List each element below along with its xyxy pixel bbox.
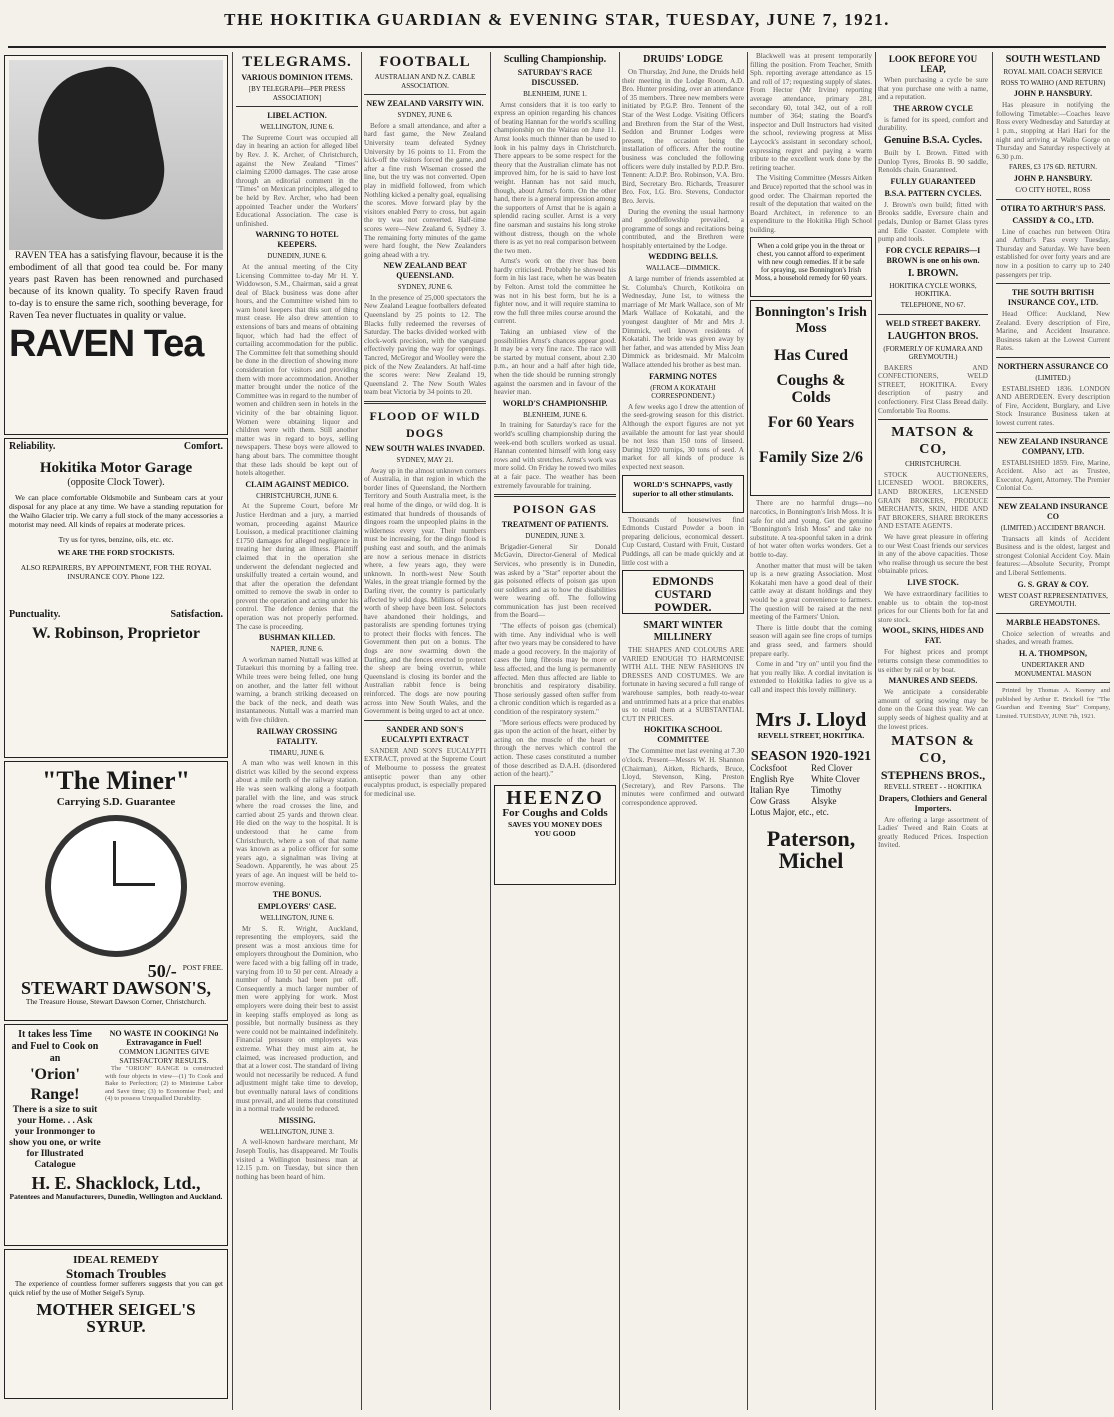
seed-item: Timothy: [811, 784, 842, 795]
column-divider: [361, 52, 362, 1410]
telegrams-heading: TELEGRAMS.: [242, 54, 352, 70]
poison-gas-dateline: DUNEDIN, JUNE 3.: [525, 532, 585, 541]
sculling-subheading: SATURDAY'S RACE DISCUSSED.: [517, 68, 593, 87]
seed-item: Cow Grass: [750, 795, 790, 806]
column-commerce: LOOK BEFORE YOU LEAP, When purchasing a cycle be sure that you purchase one with a name, and a reputation. THE ARROW CYCLE is famed for its speed, comfort and durability. Genuine B.S.A. Cycles. Built by I. Brown. Fitted with Dunlop Tyres, Brooks B. 90 saddle, Renolds chain. Guaranteed. FULLY GUARANTEED B.S.A. PATTERN CYCLES. J. Brown's own build; fitted with Brooks saddle, Eversure chain and pedals, Dunlop or Barnet Glass tyres and Edie Coaster. Complete with pump and tools. FOR CYCLE REPAIRS—I BROWN is one on his own. I. BROWN. HOKITIKA CYCLE WORKS, HOKITIKA. TELEPHONE, NO 67. WELD STREET BAKERY. LAUGHTON BROS. (FORMERLY OF KUMARA AND GREYMOUTH.) BAKERS AND CONFECTIONERS, WELD STREET, HOKITIKA. Every description of pastry and confectionery. First Class Bread daily. Comfortable Tea Rooms. MATSON & CO, CHRISTCHURCH. STOCK AUCTIONEERS, LICENSED WOOL BROKERS, LAND BROKERS, LICENSED GRAIN BROKERS, PRODUCE MERCHANTS, SKIN, HIDE AND FAT BROKERS, SHARE BROKERS AND ESTATE AGENTS. We have great pleasure in offering to our West Coast friends our services in any of the above capacities. Those who realise through us secure the best obtainable prices. LIVE STOCK. We have extraordinary facilities to enable us to obtain the top-most prices for our Clients both for fat and store stock. WOOL, SKINS, HIDES AND FAT. For highest prices and prompt returns consign these commodities to us either by rail or by boat. MANURES AND SEEDS. We anticipate a considerable amount of spring sowing may be done on the Coast this year. We can supply seeds of highest quality and at the lowest prices. MATSON & CO, STEPHENS BROS., REVELL STREET - - HOKITIKA Drapers, Clothiers and General Importers. Are offering a large assortment of Ladies' Tweed and Rain Coats at greatly Reduced Prices. Inspection Invited.: [878, 54, 988, 850]
bushman-killed-dateline: NAPIER, JUNE 6.: [270, 645, 324, 654]
orion-name: 'Orion' Range!: [30, 1066, 80, 1103]
seed-item: Lotus Major, etc., etc.: [750, 806, 829, 817]
druids-heading: DRUIDS' LODGE: [643, 54, 723, 65]
nsw-invaded-heading: NEW SOUTH WALES INVADED.: [365, 444, 485, 453]
cassidy-heading: CASSIDY & CO., LTD.: [1012, 215, 1094, 225]
hotel-keepers-heading: WARNING TO HOTEL KEEPERS.: [255, 230, 339, 250]
telegrams-press: [BY TELEGRAPH—PER PRESS ASSOCIATION]: [248, 85, 346, 102]
laughton-sub: (FORMERLY OF KUMARA AND GREYMOUTH.): [883, 344, 983, 362]
stephens-bros: STEPHENS BROS.,: [880, 768, 986, 783]
printer-imprint: Printed by Thomas A. Keeney and published by Arthur E. Brickell for "The Guardian and Evening Star" Company, Limited. TUESDAY, JUNE 7th, 1921.: [996, 687, 1110, 720]
garage-sub: (opposite Clock Tower).: [67, 476, 165, 488]
fully-guaranteed: FULLY GUARANTEED: [890, 176, 976, 186]
missing-dateline: WELLINGTON, JUNE 3.: [260, 1127, 334, 1136]
varsity-win-dateline: SYDNEY, JUNE 6.: [397, 111, 453, 120]
wedding-bells-heading: WEDDING BELLS.: [648, 252, 718, 262]
schnapps-text: WORLD'S SCHNAPPS, vastly superior to all other stimulants.: [632, 479, 734, 498]
seed-item: English Rye: [750, 773, 794, 784]
smart-millinery-heading: SMART WINTER MILLINERY: [643, 620, 723, 644]
column-football: FOOTBALL AUSTRALIAN AND N.Z. CABLE ASSOCIATION. NEW ZEALAND VARSITY WIN. SYDNEY, JUNE 6. Before a small attendance, and after a hard fast game, the New Zealand University team defeated Sydney University by 16 points to 11. From the kick-off the visitors forced the game, and after a fine rush Wiseman crossed the line, but the try was not converted. Open play in midfield followed, from which Nothling kicked a penalty goal, equalising the scores. Move forward play by the visitors enabled Perry to cross, but again the try was not converted. Half-time scores were—New Zealand 6, Sydney 3. The remaining forty minutes of the game were hard fought, the New Zealanders going ahead with a try. NEW ZEALAND BEAT QUEENSLAND. SYDNEY, JUNE 6. In the presence of 25,000 spectators the New Zealand League footballers defeated Queensland by 25 points to 12. The Blacks fully redeemed the reverses of Saturday. The backs divided worked with clock-work precision, with the vanguard effectively paving the way for openings. Tancred, McGregor and Woolley were the pick of the New Zealanders. At half-time the scores were: New Zealand 19, Queensland 2. The New South Wales team beat Victoria by 34 points to 20. FLOOD OF WILD DOGS NEW SOUTH WALES INVADED. SYDNEY, MAY 21. Away up in the almost unknown corners of Australia, in that region in which the border lines of Queensland, the Northern Territory and South Australia meet, is the real home of the dingo, or wild dog. It is estimated that hundreds of thousands of dingoes roam the unpeopled plains in the wilderness every year. Their numbers must be increasing, for the dingo flood is pushing east and south, and the animals are now a serious menace in districts where, a few years ago, they were unknown. In north-west New South Wales, in the great triangle formed by the Darling river, the country is particularly affected by wild dogs. Millions of pounds worth of sheep have been lost. Selectors have abandoned their holdings, and pastoralists are spending fortunes trying to protect their flocks with fences. The Government then put on a bonus. The dogs are now swarming down the Darling, and the fences erected to protect the sheep are being overrun, while Queensland is closing its border and the Australian rabbit fence is being reinforced. The dogs are now pouring across into New South Wales, and the Government is being urged to act at once. SANDER AND SON'S EUCALYPTI EXTRACT SANDER AND SON'S EUCALYPTI EXTRACT, proved at the Supreme Court of Melbourne to possess the greatest antiseptic power than any other eucalyptus product, is especially prepared for medicinal use.: [364, 54, 486, 798]
stephens-address: REVELL STREET - - HOKITIKA: [884, 783, 982, 792]
live-stock-heading: LIVE STOCK.: [907, 577, 959, 587]
seed-item: White Clover: [811, 773, 860, 784]
otira-heading: OTIRA TO ARTHUR'S PASS.: [1000, 203, 1106, 213]
farming-notes-subheading: (FROM A KOKATAHI CORRESPONDENT.): [650, 383, 716, 401]
column-druids: DRUIDS' LODGE On Thursday, 2nd June, the Druids held their meeting in the Lodge Room, A.D. Bro. Hunter presiding, over an attendance of 35 members. Three new members were initiated by P.G.P. Bro. Tennent of the Star of the West Lodge. Visiting Officers and Brethren from the Star of the West, Seddon and Brunner Lodges were present, the occasion being the installation of officers. After the routine business was concluded the following officers were duly installed by P.D.P. Bro. Tennent: A.D.P. Bro. Robinson, V.A. Bro. Bird, Secretary Bro. Richards, Treasurer Bro. Fox, I.G. Bro. Stevens, Conductor Bro. Jervis. During the evening the usual harmony and goodfellowship prevailed, a programme of songs and recitations being contributed, and the Brethren were hospitably entertained by the Lodge. WEDDING BELLS. WALLACE—DIMMICK. A large number of friends assembled at St. Columba's Church, Kotikoira on Wednesday, June 1st, to witness the marriage of Mr Mark Wallace, son of Mr Mark Wallace of Kokatahi, and the youngest daughter of Mr and Mrs J. Dimmick, well known residents of Kokatahi. The bride was given away by her father, and was attended by Miss Jean Dimmick as bridesmaid. Mr Malcolm Wallace attended his brother as best man. FARMING NOTES (FROM A KOKATAHI CORRESPONDENT.) A few weeks ago I drew the attention of the seed-growing season for this district. Although the export figures are not yet available the amount for last year should be not less than 150 tons of linseed. During 1920 turnips, 30 tons of seed. A market for all kinds of produce is expected next season. WORLD'S SCHNAPPS, vastly superior to all other stimulants. Thousands of housewives find Edmonds Custard Powder a boon in preparing delicious, economical dessert. Cup Custard, Custard with Fruit, Custard Puddings, all can be made quickly and at little cost with a EDMONDS CUSTARD POWDER. SMART WINTER MILLINERY THE SHAPES AND COLOURS ARE VARIED ENOUGH TO HARMONISE WITH ALL THE NEW FASHIONS IN DRESSES AND COSTUMES. We are fortunate in having secured a full range of warehouse samples, both ready-to-wear and untrimmed hats at a price that enables us to retail them at a SUBSTANTIAL CUT IN PRICES. HOKITIKA SCHOOL COMMITTEE The Committee met last evening at 7.30 o'clock. Present—Messrs W. H. Shannon (Chairman), Aitken, Richards, Bruce, Lloyd, Stevenson, King, Preston (Secretary), and Rev Parsons. The minutes were confirmed and outward correspondence approved.: [622, 54, 744, 807]
thompson-heading: H. A. THOMPSON,: [1018, 648, 1088, 658]
ross-waiho-sub: ROSS TO WAIHO (AND RETURN): [1000, 78, 1106, 87]
column-sculling: Sculling Championship. SATURDAY'S RACE DISCUSSED. BLENHEIM, JUNE 1. Arnst considers that it is too early to express an opinion regarding his chances of beating Hannan for the world's sculling championship on the Wairau on June 11. Arnst looks much thinner than he used to look in his palmy days in Christchurch. There appears to be some respect for the theory that the Australian climate has not improved him, for he is said to have lost weight. Hannan has not said much, though, about Arnst's form. On the other hand, there is a general impression among the supporters of Arnst that he is again a splendid racing sculler. Arnst is a very fine oarsman and sustains his long stroke without distress, though on the whole there is as yet no real comparison between the two men. Arnst's work on the river has been hardly criticised. Probably he showed his form in his last race, when he was beaten by Felton. Arnst told the committee he was not in his best form, but he is a fighter now, and it will require stamina to row the full three miles course around the current. Taking an unbiased view of the possibilities Arnst's chances appear good. It may be a very fine race. The race will be started by mutual consent, about 2.30 p.m., an hour and a half after high tide, when the tide should be running strongly against the oarsmen and in favour of the heavier man. WORLD'S CHAMPIONSHIP. BLENHEIM, JUNE 6. In training for Saturday's race for the world's sculling championship during the week-end both scullers worked as usual. Hannan contented himself with long easy rows and with stretches. Arnst's work was more solid. On Friday he rowed two miles at a fair pace. The weather has been extremely favourable for training. POISON GAS TREATMENT OF PATIENTS. DUNEDIN, JUNE 3. Brigadier-General Sir Donald McGavin, Director-General of Medical Services, who presently is in Dunedin, was asked by a "Star" reporter about the gas poisoned effects of poison gas upon our soldiers and as to how the disabilities were wearing off. The following communication has just been received from the Board— "The effects of poison gas (chemical) with time. Any individual who is well after two years may be considered to have made a good recovery. In the majority of cases the lung fibrosis may be more or less affected, and the lung is permanently affected. Men thus affected are liable to bronchitis and respiratory disability. Those seriously gassed often suffer from a chronic condition which is regarded as a condition of the respiratory system." "More serious effects were produced by gas upon the action of the heart, either by acting on the muscle of the heart or through the nerves which control the action. These cases constituted a number of those described as D.A.H. (disordered action of the heart)." HEENZO For Coughs and Colds SAVES YOU MONEY DOES YOU GOOD: [494, 52, 616, 1412]
column-divider: [875, 52, 876, 1410]
garage-reliability: Reliability.: [9, 441, 56, 452]
fares: FARES, £3 17S 6D. RETURN.: [1009, 163, 1097, 172]
garage-satisfaction: Satisfaction.: [170, 608, 223, 620]
beat-queensland-heading: NEW ZEALAND BEAT QUEENSLAND.: [383, 261, 467, 281]
garage-repairers: ALSO REPAIRERS, BY APPOINTMENT, FOR THE ROYAL INSURANCE COY. Phone 122.: [20, 562, 212, 581]
heenzo-ad: [494, 785, 616, 885]
bonnington-line-3: For 60 Years: [767, 414, 855, 432]
lloyd-name: Mrs J. Lloyd: [755, 708, 867, 731]
lloyd-address: REVELL STREET, HOKITIKA.: [757, 730, 865, 740]
garage-ford: WE ARE THE FORD STOCKISTS.: [57, 547, 175, 557]
football-heading: FOOTBALL: [379, 54, 471, 70]
miner-address: The Treasure House, Stewart Dawson Corner, Christchurch.: [25, 997, 207, 1006]
bonnington-ad: [750, 300, 872, 496]
column-telegrams: TELEGRAMS. VARIOUS DOMINION ITEMS. [BY TELEGRAPH—PER PRESS ASSOCIATION] LIBEL ACTION. WELLINGTON, JUNE 6. The Supreme Court was occupied all day in hearing an action for alleged libel by Rev. J. K. Archer, of Christchurch, against the New Zealand "Times" claiming £2000 damages. The case arose through an editorial comment in the "Times" on Mexican principles, alleged to be held by Rev. Archer, who had been appointed Teacher under the Workers' Educational Association. The case is unfinished. WARNING TO HOTEL KEEPERS. DUNEDIN, JUNE 6. At the annual meeting of the City Licensing Committee to-day Mr H. Y. Widdowson, S.M., Chairman, said a great deal of Black business was done after hours, and the Committee wished him to warn hotel keepers that this sort of thing must cease. He also drew attention to extensions of bars and means of obtaining liquor, which had had the effect of curtailing accommodation for the public. The Committee felt that something should be done in the direction of showing more consideration for visitors and providing them with more accommodation. Another matter brought under the notice of the Committee was in regard to the number of women and children seen in hotels in the vicinity of the bar obtaining liquor. Women were obtaining liquor and children were with them. Still another matter was in regard to boys, selling newspapers. These boys were allowed to hang about bars. The committee thought that these lads should be kept out of hotels altogether. CLAIM AGAINST MEDICO. CHRISTCHURCH, JUNE 6. At the Supreme Court, before Mr Justice Herdman and a jury, a married woman, proceeding against Maurice Louisson, a medical practitioner claiming £1750 damages for alleged negligence in treating her during an illness. Plaintiff claimed that in the operation she underwent the defendant neglected and unskilfully treated a certain wound, and that after the operation the defendant omitted to remove the swab in order to prevent the operation and acting under his control. The defence denies that the operation was not properly performed. The case is proceeding. BUSHMAN KILLED. NAPIER, JUNE 6. A workman named Nuttall was killed at Tutaekuri this morning by a falling tree. While trees were being felled, one hung on another, and the latter fell without warning, a branch striking deceased on the back of the neck, and death was instantaneous. Nuttall was a married man with five children. RAILWAY CROSSING FATALITY. TIMARU, JUNE 6. A man who was well known in this district was killed by the second express about a mile north of the railway station. He was seen walking along a footpath parallel with the line, and was struck where the road crosses the line, and carried about 25 yards and thrown clear. He died on the way to the hospital. It is understood that he came from Christchurch, where a son of that name was known as a police officer for some years ago, a signalman was living at Seadown. Apparently, he was about 25 years of age. An inquest will be held to-morrow evening. THE BONUS. EMPLOYERS' CASE. WELLINGTON, JUNE 6. Mr S. R. Wright, Auckland, representing the employers, said the present was a most anxious time for employers throughout the Dominion, who were faced with a big falling off in trade, varying from 10 to 50 per cent. Already a number of hands had been put off. Consequently a much larger number of men were applying for work. Most employers were doing their best to assist in keeping staffs employed as long as possible, but normally business as they were could not be maintained indefinitely. Financial pressure on employers was extreme. What they must aim at, he claimed, was increased production, and that at a lower cost. The standard of living would not necessarily be reduced. A fund adjustment might take time to develop, but eventually natural laws of conditions must prevail, and all items that constituted in a normal trade would be reduced. MISSING. WELLINGTON, JUNE 3. A well-known hardware merchant, Mr Joseph Toulis, has disappeared. Mr Toulis visited a Wellington business man at 12.15 p.m. on Tuesday, but since then nothing has been heard of him.: [236, 54, 358, 1181]
seigel-title: Stomach Troubles: [65, 1266, 167, 1281]
edmonds-brand: EDMONDS CUSTARD POWDER.: [652, 574, 714, 615]
arrow-cycle-heading: THE ARROW CYCLE: [893, 103, 973, 113]
matson-sub: CHRISTCHURCH.: [905, 460, 961, 469]
matson-heading-2: MATSON & CO,: [891, 734, 975, 767]
south-westland-heading: SOUTH WESTLAND: [1005, 54, 1101, 65]
seigel-brand: MOTHER SEIGEL'S SYRUP.: [36, 1300, 196, 1336]
pocket-watch-illustration: [45, 815, 187, 957]
miner-post: POST FREE.: [182, 963, 223, 972]
bsa-built: Built by I. Brown.: [884, 148, 948, 157]
column-divider: [490, 52, 491, 1410]
edmonds-ad: [622, 570, 744, 614]
column-divider: [992, 52, 993, 1410]
varsity-win-heading: NEW ZEALAND VARSITY WIN.: [366, 99, 484, 109]
column-divider: [232, 52, 233, 1410]
bushman-killed-heading: BUSHMAN KILLED.: [258, 633, 335, 643]
masthead: [0, 0, 1114, 50]
school-committee-heading: HOKITIKA SCHOOL COMMITTEE: [643, 725, 723, 745]
south-british-heading: THE SOUTH BRITISH INSURANCE COY., LTD.: [1007, 288, 1099, 308]
hansbury-name-2: JOHN P. HANSBURY.: [1013, 173, 1093, 183]
newspaper-title: THE HOKITIKA GUARDIAN & EVENING STAR, TUESDAY, JUNE 7, 1921.: [224, 10, 890, 29]
miner-firm: STEWART DAWSON'S,: [20, 978, 212, 998]
garage-body: We can place comfortable Oldsmobile and Sunbeam cars at your disposal for any place at any time. We have a standing reputation for the Waiho Glacier trip. We carry a full stock of the many accessories a motorist may need. All kinds of repairs at moderate prices.: [9, 492, 223, 529]
sculling-dateline: BLENHEIM, JUNE 1.: [523, 90, 587, 98]
garage-owner: W. Robinson, Proprietor: [31, 625, 200, 643]
claim-medico-dateline: CHRISTCHURCH, JUNE 6.: [256, 491, 338, 500]
bsa-heading: Genuine B.S.A. Cycles.: [883, 134, 983, 146]
seigel-syrup-ad: [4, 1249, 228, 1399]
northern-assurance-heading: NORTHERN ASSURANCE CO: [997, 362, 1109, 372]
heenzo-brand: HEENZO: [506, 786, 604, 809]
season-heading: SEASON 1920-1921: [750, 748, 872, 764]
orion-right-heading: NO WASTE IN COOKING! No Extravagance in Fuel!: [109, 1029, 219, 1047]
missing-heading: MISSING.: [278, 1115, 316, 1125]
wedding-bells-subheading: WALLACE—DIMMICK.: [645, 264, 721, 273]
seed-list: [750, 763, 872, 818]
marble-headstones-heading: MARBLE HEADSTONES.: [1006, 617, 1100, 627]
miner-price: 50/-: [147, 961, 177, 981]
railway-fatality-dateline: TIMARU, JUNE 6.: [269, 748, 325, 757]
bonnington-line-4: Family Size 2/6: [759, 449, 863, 467]
raven-logo: RAVEN Tea: [9, 323, 204, 365]
shacklock-sub: Patentees and Manufacturers, Dunedin, Wellington and Auckland.: [9, 1192, 223, 1201]
gray-sub: WEST COAST REPRESENTATIVES, GREYMOUTH.: [998, 591, 1108, 609]
column-ads-left: [4, 52, 228, 1412]
miner-subtitle: Carrying S.D. Guarantee: [56, 796, 176, 808]
nz-insurance-heading: NEW ZEALAND INSURANCE COMPANY, LTD.: [998, 436, 1108, 456]
heenzo-line-1: For Coughs and Colds: [502, 806, 608, 819]
brown-telephone: TELEPHONE, NO 67.: [900, 300, 966, 309]
seed-item: Alsyke: [811, 795, 837, 806]
garage-title: Hokitika Motor Garage: [39, 459, 193, 476]
column-divider: [619, 52, 620, 1410]
seigel-body: The experience of countless former sufferers suggests that you can get quick relief by the use of Mother Seigel's Syrup.: [9, 1280, 223, 1297]
miner-title: "The Miner": [41, 766, 190, 795]
nz-insurance-accident-sub: (LIMITED.) ACCIDENT BRANCH.: [1000, 524, 1106, 532]
libel-action-heading: LIBEL ACTION.: [267, 111, 327, 121]
beat-queensland-dateline: SYDNEY, JUNE 6.: [397, 283, 453, 292]
world-championship-heading: WORLD'S CHAMPIONSHIP.: [502, 398, 608, 408]
bsa-pattern: B.S.A. PATTERN CYCLES.: [884, 188, 982, 198]
brown-works: HOKITIKA CYCLE WORKS, HOKITIKA.: [889, 281, 977, 299]
hansbury-address: C/O CITY HOTEL, ROSS: [1015, 185, 1091, 194]
sander-extract-heading: SANDER AND SON'S EUCALYPTI EXTRACT: [381, 724, 469, 744]
orion-left-text-2: There is a size to suit your Home. . . Ask your Ironmonger to show you one, or write for Illustrated Catalogue: [9, 1105, 101, 1170]
miner-watch-ad: [4, 761, 228, 1021]
manures-heading: MANURES AND SEEDS.: [888, 676, 978, 686]
hansbury-name: JOHN P. HANSBURY.: [1013, 89, 1093, 99]
northern-assurance-sub: (LIMITED.): [1035, 374, 1071, 383]
telegrams-subheading: VARIOUS DOMINION ITEMS.: [241, 73, 353, 82]
bonus-heading: THE BONUS.: [272, 890, 322, 900]
claim-medico-heading: CLAIM AGAINST MEDICO.: [245, 479, 349, 489]
seigel-heading: IDEAL REMEDY: [73, 1254, 159, 1266]
employers-case-heading: EMPLOYERS' CASE.: [257, 902, 337, 912]
brown-name: I. BROWN.: [907, 267, 959, 279]
royal-mail-sub: ROYAL MAIL COACH SERVICE: [1003, 68, 1103, 76]
spraying-text: for spraying: [760, 266, 795, 275]
column-insurance: SOUTH WESTLAND ROYAL MAIL COACH SERVICE ROSS TO WAIHO (AND RETURN) JOHN P. HANSBURY. Has pleasure in notifying the following Timetable:—Coaches leave Ross every Wednesday and Saturday at 1 p.m., stopping at Hari Hari for the night and arriving at Waiho Gorge on Thursday and Saturday respectively at 6.30 p.m. FARES, £3 17S 6D. RETURN. JOHN P. HANSBURY. C/O CITY HOTEL, ROSS OTIRA TO ARTHUR'S PASS. CASSIDY & CO., LTD. Line of coaches run between Otira and Arthur's Pass every Tuesday, Thursday and Saturday. We have been established for over forty years and are now in a position to carry up to 240 passengers per trip. THE SOUTH BRITISH INSURANCE COY., LTD. Head Office: Auckland, New Zealand. Every description of Fire, Marine, and Accident Insurance. Business taken at the Lowest Current Rates. NORTHERN ASSURANCE CO (LIMITED.) ESTABLISHED 1836. LONDON AND ABERDEEN. Every description of Fire, Accident, Burglary, and Live Stock Insurance Business taken at lowest current rates. NEW ZEALAND INSURANCE COMPANY, LTD. ESTABLISHED 1859. Fire, Marine, Accident. Also act as Trustee, Executor, Agent, Attorney. The Premier Colonial Co. NEW ZEALAND INSURANCE CO (LIMITED.) ACCIDENT BRANCH. Transacts all kinds of Accident Business and is the oldest, largest and strongest Colonial Accident Coy. Main features:—Absolute Security, Prompt and Liberal Settlements. G. S. GRAY & COY. WEST COAST REPRESENTATIVES, GREYMOUTH. MARBLE HEADSTONES. Choice selection of wreaths and shades, and wreath frames. H. A. THOMPSON, UNDERTAKER AND MONUMENTAL MASON Printed by Thomas A. Keeney and published by Arthur E. Brickell for "The Guardian and Evening Star" Company, Limited. TUESDAY, JUNE 7th, 1921.: [996, 54, 1110, 720]
look-before-leap-heading: LOOK BEFORE YOU LEAP,: [888, 54, 978, 74]
thompson-sub: UNDERTAKER AND MONUMENTAL MASON: [1014, 660, 1092, 678]
raven-text: RAVEN TEA has a satisfying flavour, because it is the embodiment of all that good tea could be. For many years past Raven has been renowned and purchased because of its known quality. To specify Raven fraud to-day is to ensure the same rich, soothing beverage, for Raven Tea never fluctuates in quality or value.: [9, 251, 223, 321]
bonnington-brand: Bonnington's Irish Moss: [755, 305, 867, 337]
spraying-notice: When a cold gripe you in the throat or chest, you cannot afford to experiment with new cough remedies. If it be safe for spraying, use Bonnington's Irish Moss, a household remedy for 60 years.: [750, 237, 872, 297]
football-subheading: AUSTRALIAN AND N.Z. CABLE ASSOCIATION.: [374, 73, 476, 90]
bonnington-line-1: Has Cured: [774, 347, 848, 365]
seed-item: Italian Rye: [750, 784, 790, 795]
weld-bakery: WELD STREET BAKERY.: [885, 318, 981, 328]
laughton-bros: LAUGHTON BROS.: [887, 330, 979, 342]
schnapps-ad: [622, 475, 744, 513]
orion-left-text-1: It takes less Time and Fuel to Cook on an: [11, 1029, 99, 1064]
garage-comfort: Comfort.: [183, 441, 223, 452]
orion-range-ad: It takes less Time and Fuel to Cook on an 'Orion' Range! There is a size to suit your Home. . . Ask your Ironmonger to show you one, or write for Illustrated Catalogue NO WASTE IN COOKING! No Extravagance in Fuel! COMMON LIGNITES GIVE SATISFACTORY RESULTS. The "ORION" RANGE is constructed with four objects in view—(1) To Cook and Bake to Perfection; (2) to Minimise Labor and Save time; (3) to Economise Fuel; and (4) to possess Unequalled Durability. H. E. Shacklock, Ltd., Patentees and Manufacturers, Dunedin, Wellington and Auckland.: [4, 1024, 228, 1246]
garage-ad: [4, 438, 228, 758]
matson-heading: MATSON & CO,: [891, 425, 975, 458]
bonus-dateline: WELLINGTON, JUNE 6.: [260, 914, 334, 923]
poison-gas-heading: POISON GAS: [513, 502, 597, 517]
nz-insurance-accident-heading: NEW ZEALAND INSURANCE CO: [998, 502, 1108, 521]
column-divider: [747, 52, 748, 1410]
column-misc: Blackwell was at present temporarily filling the position. From Teacher, Smith Sph. reporting average attendance as 15 and roll of 17; requesting supply of slates. From Hector (Mr Irvine) reporting average attendance, primary 281, secondary 60, total 342, out of a roll number of 364; stating the Board's inspector and Dull Instructors had visited the school, reviewing progress at Miss Laycock's assistant in secondary school, expressing regret and paying a warm tribute to the excellent work done by the retiring teacher. The Visiting Committee (Messrs Aitken and Bruce) reported that the school was in good order. The Chairman reported the result of the deputation that waited on the Board Architect, in reference to an expenditure to the Hokitika High School building. When a cold gripe you in the throat or chest, you cannot afford to experiment with new cough remedies. If it be safe for spraying, use Bonnington's Irish Moss, a household remedy for 60 years. Bonnington's Irish Moss Has Cured Coughs & Colds For 60 Years Family Size 2/6 There are no harmful drugs—no narcotics, in Bonnington's Irish Moss. It is safe for old and young. Get the genuine "Bonnington's Irish Moss" and take no substitute. A tea-spoonful taken in a drink of hot water often works wonders. Get a bottle to-day. Another matter that must will be taken up is a new grazing Association. Most Kokatahi men have a good deal of their cattle away at distant holdings and they would be a great convenience to farmers. The question will be raised at the next meeting of the Farmers' Union. There is little doubt that the coming season will again see fine crops of turnips and grass seed, and farmers should prepare early. Come in and "try on" until you find the hat you really like. A cordial invitation is extended to Hokitika ladies to give us a call and inspect this lovely millinery. Mrs J. Lloyd REVELL STREET, HOKITIKA. SEASON 1920-1921 Cocksfoot Red Clover English Rye White Clover Italian Rye Timothy Cow Grass Alsyke Lotus Major, etc., etc. Paterson, Michel: [750, 52, 872, 873]
sculling-heading: Sculling Championship.: [503, 54, 607, 65]
drapers-heading: Drapers, Clothiers and General Importers.: [879, 793, 987, 813]
wild-dogs-dateline: SYDNEY, MAY 21.: [396, 456, 454, 464]
raven-tea-ad: [4, 55, 228, 435]
paterson-michel: Paterson, Michel: [766, 825, 856, 873]
wild-dogs-heading: FLOOD OF WILD DOGS: [369, 409, 481, 440]
heenzo-line-2: SAVES YOU MONEY DOES YOU GOOD: [507, 819, 603, 838]
wool-heading: WOOL, SKINS, HIDES AND FAT.: [882, 626, 984, 646]
treatment-patients-heading: TREATMENT OF PATIENTS.: [501, 520, 609, 530]
cycle-repairs: FOR CYCLE REPAIRS—I BROWN is one on his own.: [885, 245, 981, 265]
world-championship-dateline: BLENHEIM, JUNE 6.: [523, 410, 587, 419]
bonnington-line-2: Coughs & Colds: [776, 372, 846, 407]
hotel-keepers-dateline: DUNEDIN, JUNE 6.: [267, 252, 327, 261]
masthead-rule: [8, 46, 1106, 48]
garage-punctuality: Punctuality.: [9, 608, 61, 620]
farming-notes-heading: FARMING NOTES: [649, 371, 717, 381]
libel-action-dateline: WELLINGTON, JUNE 6.: [260, 123, 334, 132]
gray-heading: G. S. GRAY & COY.: [1017, 579, 1089, 589]
railway-fatality-heading: RAILWAY CROSSING FATALITY.: [256, 726, 338, 746]
garage-try: Try us for tyres, benzine, oils, etc. etc.: [58, 534, 174, 544]
seed-item: Red Clover: [811, 762, 853, 773]
shacklock-firm: H. E. Shacklock, Ltd.,: [31, 1173, 201, 1193]
orion-right-subheading: COMMON LIGNITES GIVE SATISFACTORY RESULTS.: [119, 1047, 209, 1065]
raven-illustration: [9, 60, 223, 250]
seed-item: Cocksfoot: [750, 762, 787, 773]
